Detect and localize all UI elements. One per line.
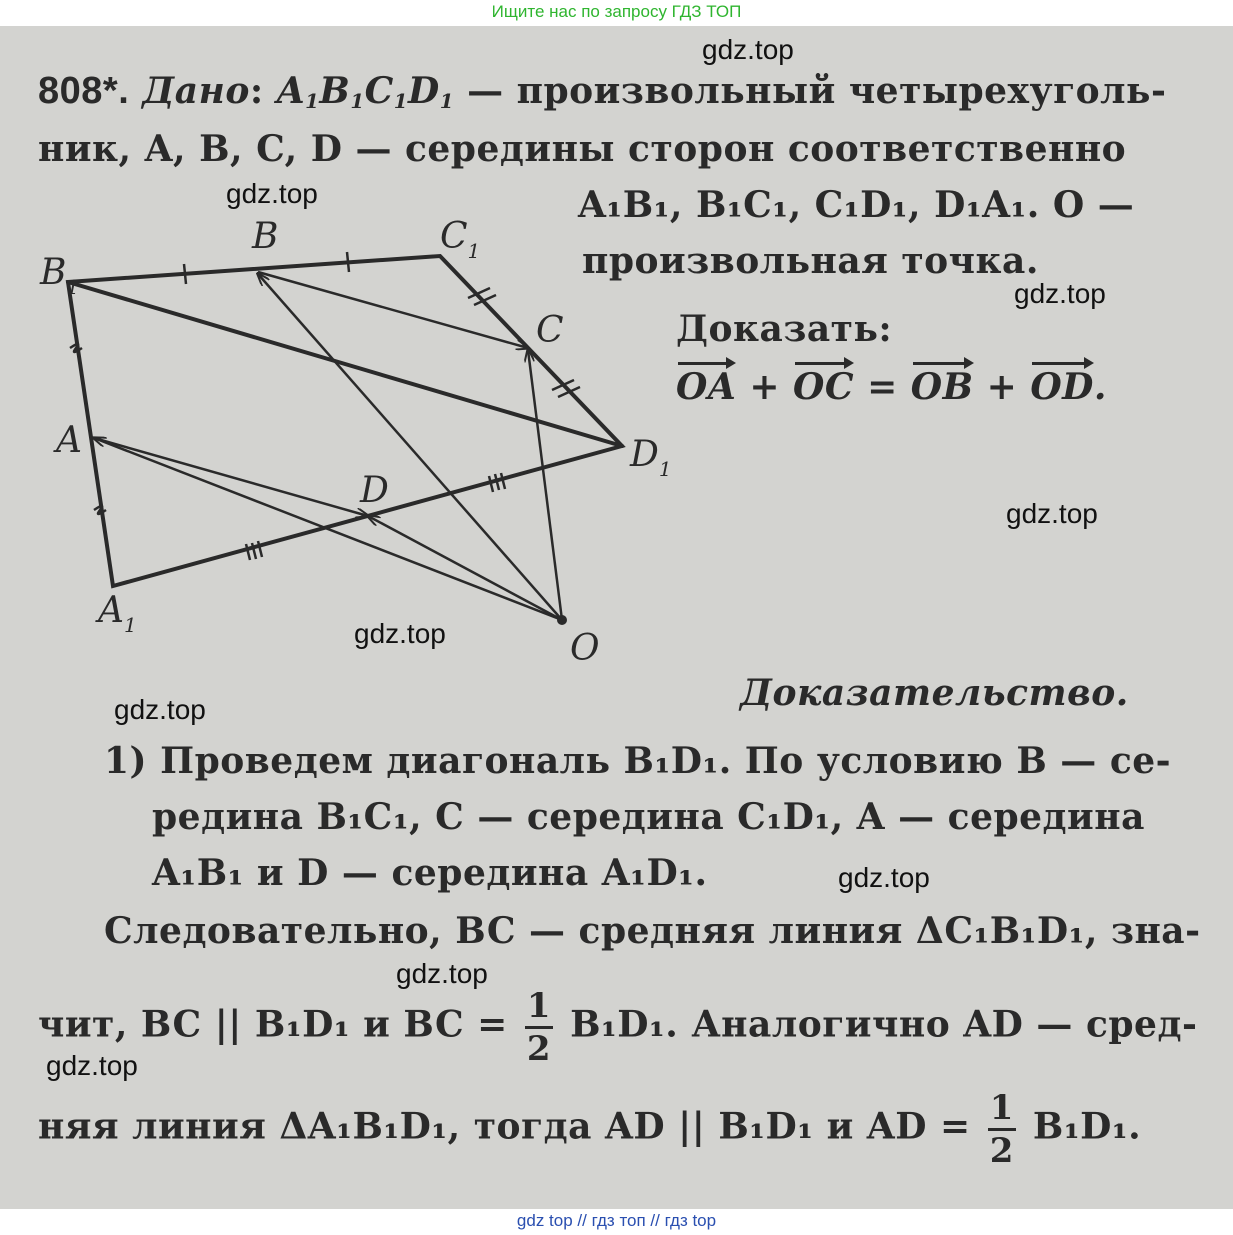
proof-line-5: чит, BC || B₁D₁ и BC = $\frac{1}{2}$ B₁D₁. Аналогично AD — сред- xyxy=(38,986,1198,1069)
segment-bc xyxy=(258,272,528,348)
watermark: gdz.top xyxy=(1014,278,1106,309)
prove-label: Доказать: xyxy=(676,308,893,350)
textbook-page xyxy=(0,26,1233,1209)
problem-line-3: A₁B₁, B₁C₁, C₁D₁, D₁A₁. O — xyxy=(578,184,1135,226)
label-b: B xyxy=(252,216,279,257)
diagonal-b1d1 xyxy=(68,282,622,446)
vector-oa xyxy=(94,438,562,620)
label-a1: $A_1$ xyxy=(98,590,137,637)
proof-line-4: Следовательно, BC — средняя линия ΔC₁B₁D₁, зна- xyxy=(104,910,1201,952)
watermark: gdz.top xyxy=(838,862,930,893)
watermark: gdz.top xyxy=(226,178,318,209)
fraction-half: $\frac{1}{2}$ xyxy=(526,986,552,1069)
proof-line-6: няя линия ΔA₁B₁D₁, тогда AD || B₁D₁ и AD = $\frac{1}{2}$ B₁D₁. xyxy=(38,1088,1142,1171)
watermark: gdz.top xyxy=(396,958,488,989)
prove-equation: OA + OC = OB + OD. xyxy=(676,366,1107,408)
watermark: gdz.top xyxy=(114,694,206,725)
proof-line-3: A₁B₁ и D — середина A₁D₁. xyxy=(152,852,708,894)
label-b1: $B_1$ xyxy=(40,252,80,299)
watermark: gdz.top xyxy=(1006,498,1098,529)
point-o xyxy=(557,615,567,625)
problem-number: 808*. xyxy=(38,70,130,112)
quadrilateral-figure xyxy=(0,26,700,676)
vector-od xyxy=(368,516,562,620)
problem-line-4: произвольная точка. xyxy=(582,240,1039,282)
given-label: Дано xyxy=(142,70,250,112)
watermark: gdz.top xyxy=(46,1050,138,1081)
problem-line-1: 808*. Дано: $A_1B_1C_1D_1$ — произвольный четырехуголь- xyxy=(38,70,1167,113)
segment-ad xyxy=(94,438,368,516)
top-banner[interactable]: Ищите нас по запросу ГДЗ ТОП xyxy=(491,2,742,21)
label-o: O xyxy=(570,628,600,669)
footer-links[interactable]: gdz top // гдз топ // гдз top xyxy=(516,1211,717,1230)
label-c1: $C_1$ xyxy=(440,216,481,263)
problem-line-2: ник, A, B, C, D — середины сторон соответственно xyxy=(38,128,1127,170)
proof-heading: Доказательство. xyxy=(740,672,1129,714)
vector-oc xyxy=(528,350,562,620)
label-d1: $D_1$ xyxy=(630,434,672,481)
label-a: A xyxy=(56,420,82,461)
label-d: D xyxy=(360,470,389,511)
proof-line-2: редина B₁C₁, C — середина C₁D₁, A — середина xyxy=(152,796,1145,838)
vector-ob xyxy=(258,274,562,620)
fraction-half-2: $\frac{1}{2}$ xyxy=(989,1088,1014,1171)
watermark: gdz.top xyxy=(702,34,794,65)
proof-line-1: 1) Проведем диагональ B₁D₁. По условию B — се- xyxy=(104,740,1172,782)
watermark: gdz.top xyxy=(354,618,446,649)
label-c: C xyxy=(536,310,564,351)
